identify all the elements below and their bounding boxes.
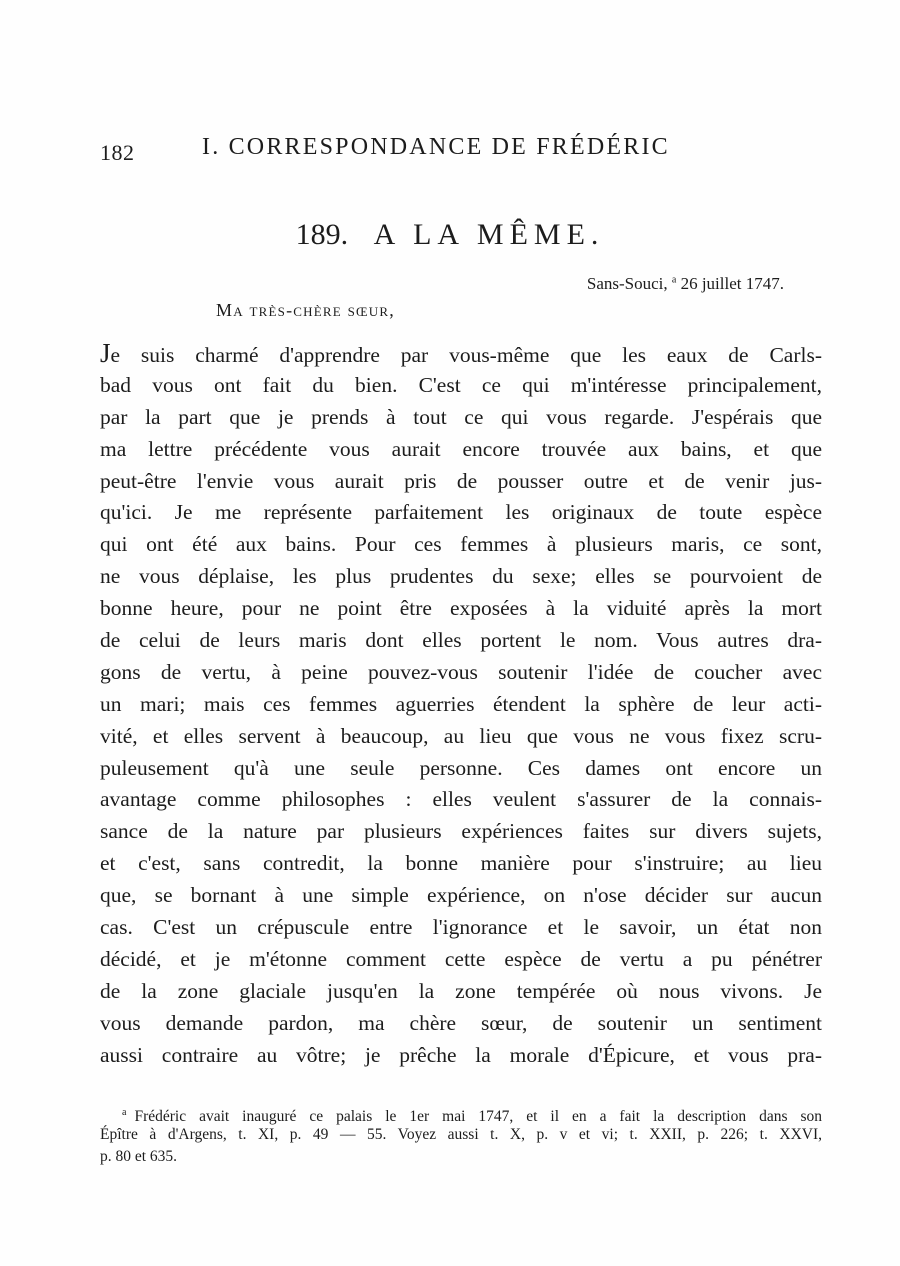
body-line: ma lettre précédente vous aurait encore trouvée aux bains, et que — [100, 436, 822, 461]
body-line: bad vous ont fait du bien. C'est ce qui m'intéresse principalement, — [100, 372, 822, 397]
body-line: de celui de leurs maris dont elles portent le nom. Vous autres dra- — [100, 628, 822, 653]
letter-title: A LA MÊME. — [373, 218, 605, 251]
body-line: vous demande pardon, ma chère sœur, de soutenir un sentiment — [100, 1010, 822, 1035]
footnote-marker: a — [122, 1107, 127, 1118]
body-line: Je suis charmé d'apprendre par vous-même que les eaux de Carls- — [100, 338, 822, 368]
body-line: peut-être l'envie vous aurait pris de pousser outre et de venir jus- — [100, 468, 822, 493]
body-line: et c'est, sans contredit, la bonne manière pour s'instruire; au lieu — [100, 851, 822, 876]
running-title: I. CORRESPONDANCE DE FRÉDÉRIC — [202, 134, 670, 160]
body-line: avantage comme philosophes : elles veulent s'assurer de la connais- — [100, 787, 822, 812]
body-line: gons de vertu, à peine pouvez-vous soutenir l'idée de coucher avec — [100, 659, 822, 684]
body-line: qu'ici. Je me représente parfaitement les originaux de toute espèce — [100, 500, 822, 525]
body-line: ne vous déplaise, les plus prudentes du sexe; elles se pourvoient de — [100, 564, 822, 589]
place-date — [587, 274, 784, 294]
body-line: bonne heure, pour ne point être exposées à la viduité après la mort — [100, 596, 822, 621]
footnote-line: p. 80 et 635. — [100, 1148, 178, 1165]
body-line: sance de la nature par plusieurs expériences faites sur divers sujets, — [100, 819, 822, 844]
body-line: cas. C'est un crépuscule entre l'ignorance et le savoir, un état non — [100, 915, 822, 940]
footnote-text: Frédéric avait inauguré ce palais le 1er mai 1747, et il en a fait la description dans son — [134, 1108, 822, 1126]
body-line: de la zone glaciale jusqu'en la zone tempérée où nous vivons. Je — [100, 978, 822, 1003]
salutation: Ma très-chère sœur, — [216, 300, 395, 320]
body-line: que, se bornant à une simple expérience, on n'ose décider sur aucun — [100, 883, 822, 908]
letter-heading — [0, 218, 900, 252]
body-line: un mari; mais ces femmes aguerries étendent la sphère de leur acti- — [100, 691, 822, 716]
letter-body — [100, 338, 822, 1071]
body-line: décidé, et je m'étonne comment cette espèce de vertu a pu pénétrer — [100, 946, 822, 971]
running-head — [100, 132, 720, 166]
letter-place: Sans-Souci, — [586, 274, 668, 293]
footnote-line: Épître à d'Argens, t. XI, p. 49 — 55. Voyez aussi t. X, p. v et vi; t. XXII, p. 226; t. XXVI, — [100, 1126, 822, 1143]
body-line: par la part que je prends à tout ce qui vous regarde. J'espérais que — [100, 404, 822, 429]
letter-date: 26 juillet 1747. — [680, 274, 784, 293]
body-line: vité, et elles servent à beaucoup, au lieu que vous ne vous fixez scru- — [100, 723, 822, 748]
footnote-reference: a — [671, 274, 677, 286]
body-line: qui ont été aux bains. Pour ces femmes à plusieurs maris, ce sont, — [100, 532, 822, 557]
letter-number: 189. — [295, 218, 349, 251]
footnotes — [100, 1102, 822, 1168]
footnote-line — [100, 1102, 822, 1124]
body-line: aussi contraire au vôtre; je prêche la morale d'Épicure, et vous pra- — [100, 1042, 822, 1067]
page-number: 182 — [100, 140, 135, 165]
body-line: puleusement qu'à une seule personne. Ces dames ont encore un — [100, 755, 822, 780]
